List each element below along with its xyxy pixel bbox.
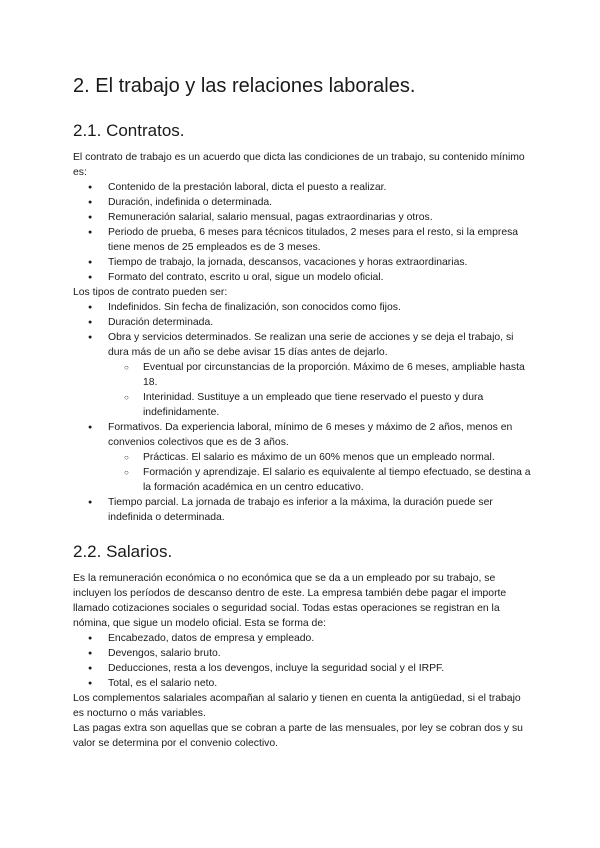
contract-types-list	[73, 300, 533, 525]
list-item: ● Remuneración salarial, salario mensual, pagas extraordinarias y otros.	[73, 210, 533, 225]
list-item	[73, 420, 533, 495]
list-item	[73, 315, 533, 330]
list-item: ● Formato del contrato, escrito u oral, sigue un modelo oficial.	[73, 270, 533, 285]
contratos-intro: El contrato de trabajo es un acuerdo que dicta las condiciones de un trabajo, su contenido mínimo es:	[73, 152, 525, 178]
contract-content-list	[73, 180, 533, 285]
list-item: ● Total, es el salario neto.	[73, 676, 533, 691]
sublist	[108, 360, 533, 420]
list-item: ● Tiempo de trabajo, la jornada, descansos, vacaciones y horas extraordinarias.	[73, 255, 533, 270]
list-item: ● Periodo de prueba, 6 meses para técnicos titulados, 2 meses para el resto, si la empresa tiene menos de 25 empleados es de 3 meses.	[73, 225, 533, 255]
contract-types-intro: Los tipos de contrato pueden ser:	[73, 287, 228, 298]
list-item-text: Obra y servicios determinados. Se realizan una serie de acciones y se deja el trabajo, si dura más de un año se debe avisar 15 días antes de dejarlo.	[108, 332, 514, 358]
payroll-parts-list	[73, 631, 533, 691]
list-item: ● Contenido de la prestación laboral, dicta el puesto a realizar.	[73, 180, 533, 195]
list-item	[73, 330, 533, 420]
list-item: ● Duración, indefinida o determinada.	[73, 195, 533, 210]
list-item-text: Formativos. Da experiencia laboral, mínimo de 6 meses y máximo de 2 años, menos en convenios colectivos que es de 3 años.	[108, 422, 513, 448]
section-heading-salarios: 2.2. Salarios.	[73, 542, 173, 561]
sublist-item: ○ Interinidad. Sustituye a un empleado que tiene reservado el puesto y dura indefinidamente.	[108, 390, 533, 420]
list-item	[73, 300, 533, 315]
salary-complements-paragraph: Los complementos salariales acompañan al salario y tienen en cuenta la antigüedad, si el trabajo es nocturno o más variables.	[73, 693, 521, 719]
extra-pay-paragraph: Las pagas extra son aquellas que se cobran a parte de las mensuales, por ley se cobran dos y su valor se determina por el convenio colectivo.	[73, 723, 523, 749]
list-item	[73, 495, 533, 525]
salarios-intro: Es la remuneración económica o no económica que se da a un empleado por su trabajo, se incluyen los períodos de descanso dentro de este. La empresa también debe pagar el importe llamado cotizaciones sociales o seguridad social. Todas estas operaciones se registran en la nómina, que sigue un modelo oficial. Esta se forma de:	[73, 573, 507, 629]
list-item-text: Tiempo parcial. La jornada de trabajo es inferior a la máxima, la duración puede ser indefinida o determinada.	[108, 497, 493, 523]
page-title: 2. El trabajo y las relaciones laborales.	[73, 75, 416, 97]
sublist-item: ○ Prácticas. El salario es máximo de un 60% menos que un empleado normal.	[108, 450, 533, 465]
list-item: ● Deducciones, resta a los devengos, incluye la seguridad social y el IRPF.	[73, 661, 533, 676]
sublist-item: ○ Formación y aprendizaje. El salario es equivalente al tiempo efectuado, se destina a la formación académica en un centro educativo.	[108, 465, 533, 495]
list-item: ● Encabezado, datos de empresa y empleado.	[73, 631, 533, 646]
sublist-item: ○ Eventual por circunstancias de la proporción. Máximo de 6 meses, ampliable hasta 18.	[108, 360, 533, 390]
section-heading-contratos: 2.1. Contratos.	[73, 121, 185, 140]
list-item-text: Duración determinada.	[108, 317, 214, 328]
list-item: ● Devengos, salario bruto.	[73, 646, 533, 661]
document-body	[73, 74, 533, 751]
sublist	[108, 450, 533, 495]
list-item-text: Indefinidos. Sin fecha de finalización, son conocidos como fijos.	[108, 302, 401, 313]
